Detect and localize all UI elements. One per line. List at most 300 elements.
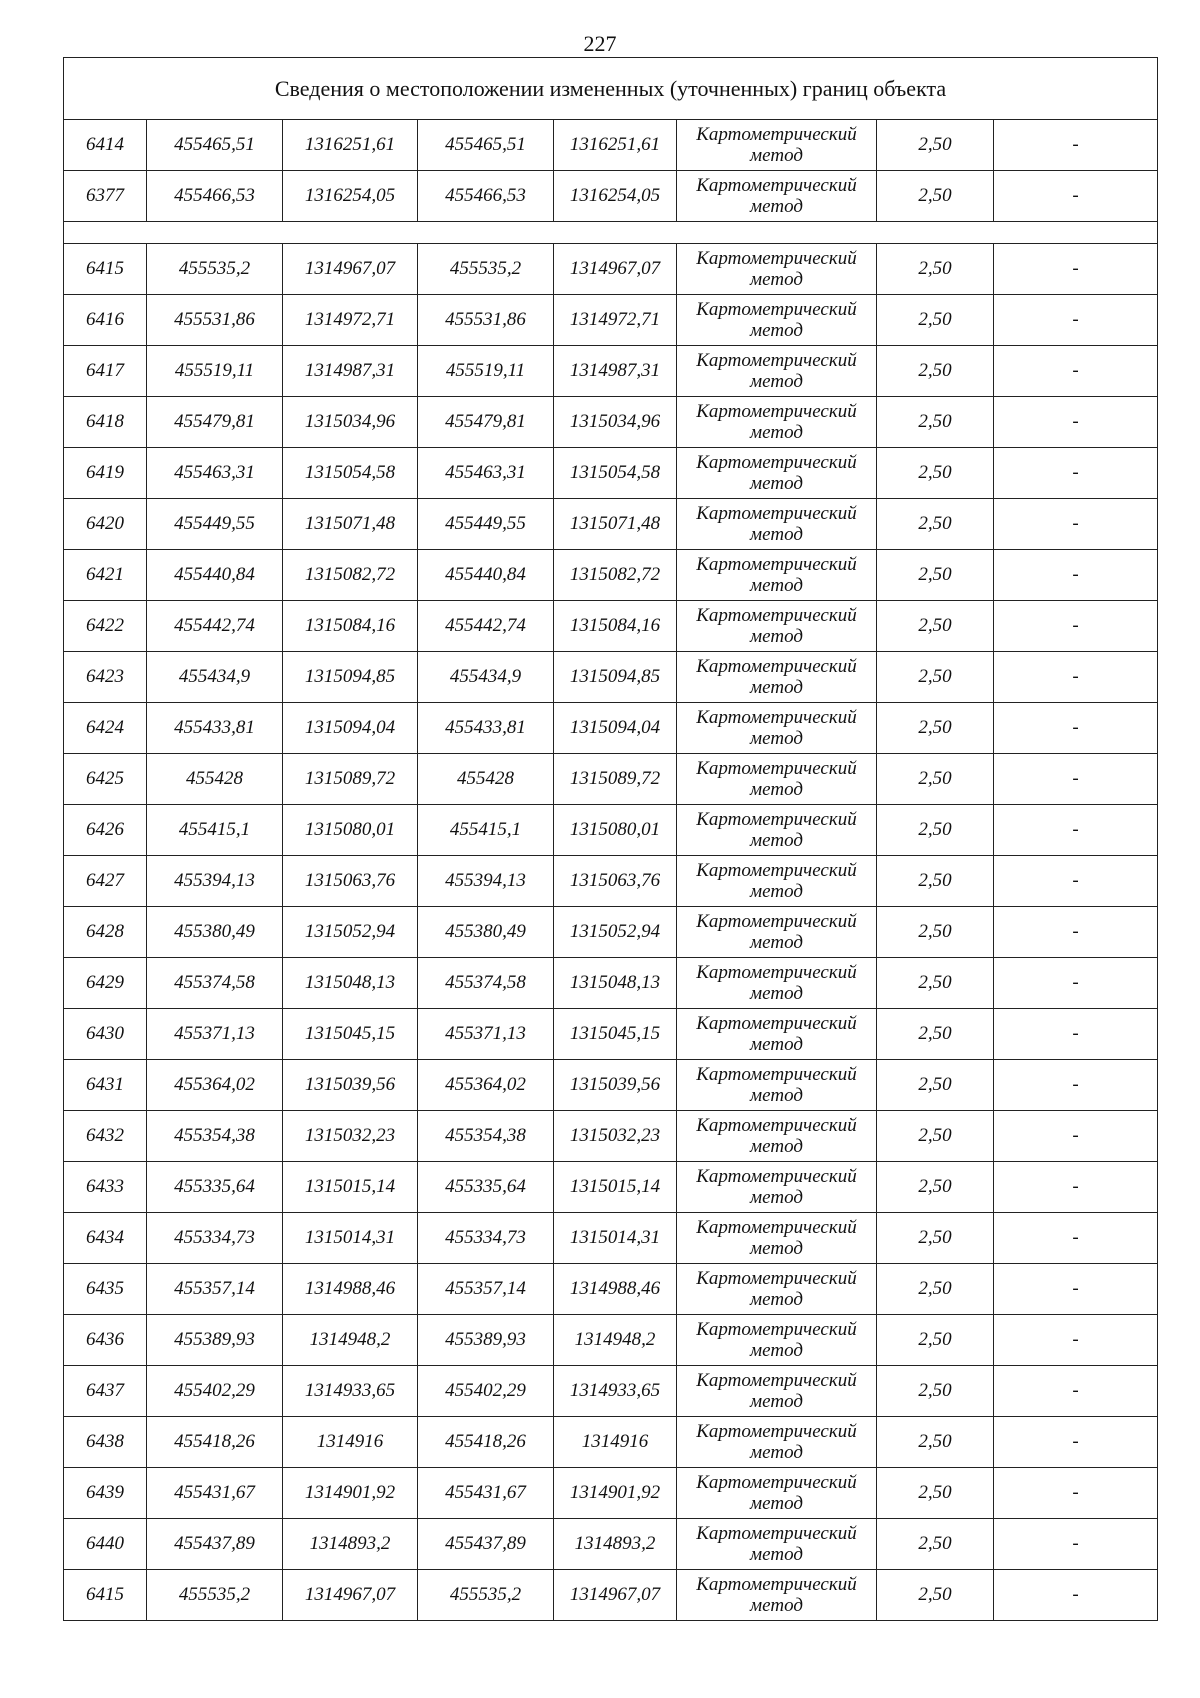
cell-method xyxy=(677,295,877,346)
cell-accuracy: 2,50 xyxy=(877,397,994,448)
cell-accuracy: 2,50 xyxy=(877,856,994,907)
cell-new-x: 455428 xyxy=(418,754,554,805)
cell-new-x: 455434,9 xyxy=(418,652,554,703)
cell-new-x: 455440,84 xyxy=(418,550,554,601)
cell-accuracy: 2,50 xyxy=(877,601,994,652)
cell-method xyxy=(677,1468,877,1519)
cell-accuracy: 2,50 xyxy=(877,295,994,346)
cell-point-number: 6435 xyxy=(64,1264,147,1315)
cell-accuracy: 2,50 xyxy=(877,1366,994,1417)
cell-point-number: 6440 xyxy=(64,1519,147,1570)
cell-old-x: 455449,55 xyxy=(147,499,283,550)
cell-description: - xyxy=(994,550,1158,601)
cell-old-y: 1315063,76 xyxy=(283,856,418,907)
cell-description: - xyxy=(994,1417,1158,1468)
method-line: метод xyxy=(750,932,803,953)
method-line: метод xyxy=(750,1034,803,1055)
method-line: метод xyxy=(750,422,803,443)
method-line: метод xyxy=(750,728,803,749)
cell-description: - xyxy=(994,499,1158,550)
cell-new-x: 455431,67 xyxy=(418,1468,554,1519)
method-line: Картометрический xyxy=(696,1166,857,1187)
cell-old-y: 1315014,31 xyxy=(283,1213,418,1264)
cell-accuracy: 2,50 xyxy=(877,1570,994,1621)
cell-point-number: 6431 xyxy=(64,1060,147,1111)
section-separator-row xyxy=(64,222,1158,244)
cell-description: - xyxy=(994,120,1158,171)
cell-old-x: 455463,31 xyxy=(147,448,283,499)
cell-accuracy: 2,50 xyxy=(877,1264,994,1315)
cell-point-number: 6430 xyxy=(64,1009,147,1060)
table-row xyxy=(64,295,1158,346)
cell-accuracy: 2,50 xyxy=(877,1162,994,1213)
cell-method xyxy=(677,1264,877,1315)
cell-description: - xyxy=(994,448,1158,499)
cell-old-y: 1314933,65 xyxy=(283,1366,418,1417)
cell-point-number: 6427 xyxy=(64,856,147,907)
cell-old-y: 1315045,15 xyxy=(283,1009,418,1060)
table-row xyxy=(64,1264,1158,1315)
method-line: метод xyxy=(750,371,803,392)
cell-old-x: 455466,53 xyxy=(147,171,283,222)
cell-description: - xyxy=(994,397,1158,448)
cell-new-y: 1314967,07 xyxy=(554,1570,677,1621)
cell-point-number: 6428 xyxy=(64,907,147,958)
cell-description: - xyxy=(994,1264,1158,1315)
cell-point-number: 6424 xyxy=(64,703,147,754)
cell-accuracy: 2,50 xyxy=(877,907,994,958)
cell-old-y: 1315080,01 xyxy=(283,805,418,856)
table-row xyxy=(64,1060,1158,1111)
cell-method xyxy=(677,1417,877,1468)
cell-old-x: 455465,51 xyxy=(147,120,283,171)
method-line: метод xyxy=(750,1391,803,1412)
cell-accuracy: 2,50 xyxy=(877,1111,994,1162)
table-row xyxy=(64,499,1158,550)
cell-accuracy: 2,50 xyxy=(877,754,994,805)
cell-new-x: 455371,13 xyxy=(418,1009,554,1060)
cell-accuracy: 2,50 xyxy=(877,805,994,856)
cell-accuracy: 2,50 xyxy=(877,171,994,222)
method-line: метод xyxy=(750,1544,803,1565)
cell-old-y: 1315015,14 xyxy=(283,1162,418,1213)
cell-description: - xyxy=(994,1315,1158,1366)
method-line: метод xyxy=(750,1187,803,1208)
cell-new-x: 455442,74 xyxy=(418,601,554,652)
cell-new-x: 455335,64 xyxy=(418,1162,554,1213)
method-line: Картометрический xyxy=(696,299,857,320)
cell-old-x: 455442,74 xyxy=(147,601,283,652)
cell-old-x: 455433,81 xyxy=(147,703,283,754)
cell-point-number: 6437 xyxy=(64,1366,147,1417)
cell-method xyxy=(677,1570,877,1621)
cell-new-x: 455437,89 xyxy=(418,1519,554,1570)
method-line: метод xyxy=(750,677,803,698)
cell-description: - xyxy=(994,652,1158,703)
cell-point-number: 6415 xyxy=(64,244,147,295)
cell-new-x: 455389,93 xyxy=(418,1315,554,1366)
cell-method xyxy=(677,652,877,703)
table-title: Сведения о местоположении измененных (уточненных) границ объекта xyxy=(64,58,1158,120)
cell-description: - xyxy=(994,1213,1158,1264)
cell-accuracy: 2,50 xyxy=(877,244,994,295)
cell-description: - xyxy=(994,703,1158,754)
method-line: метод xyxy=(750,830,803,851)
method-line: метод xyxy=(750,269,803,290)
cell-method xyxy=(677,120,877,171)
cell-old-y: 1315094,85 xyxy=(283,652,418,703)
cell-new-x: 455531,86 xyxy=(418,295,554,346)
cell-new-y: 1315014,31 xyxy=(554,1213,677,1264)
method-line: метод xyxy=(750,626,803,647)
method-line: Картометрический xyxy=(696,1421,857,1442)
cell-old-y: 1316254,05 xyxy=(283,171,418,222)
cell-new-y: 1315094,04 xyxy=(554,703,677,754)
cell-accuracy: 2,50 xyxy=(877,1213,994,1264)
method-line: метод xyxy=(750,1493,803,1514)
cell-description: - xyxy=(994,346,1158,397)
cell-old-y: 1315054,58 xyxy=(283,448,418,499)
cell-description: - xyxy=(994,805,1158,856)
cell-new-y: 1316254,05 xyxy=(554,171,677,222)
cell-point-number: 6439 xyxy=(64,1468,147,1519)
cell-accuracy: 2,50 xyxy=(877,499,994,550)
cell-description: - xyxy=(994,1162,1158,1213)
cell-method xyxy=(677,1060,877,1111)
method-line: метод xyxy=(750,196,803,217)
cell-point-number: 6429 xyxy=(64,958,147,1009)
cell-old-x: 455434,9 xyxy=(147,652,283,703)
method-line: метод xyxy=(750,145,803,166)
cell-new-y: 1315080,01 xyxy=(554,805,677,856)
cell-description: - xyxy=(994,1366,1158,1417)
cell-method xyxy=(677,244,877,295)
cell-old-x: 455431,67 xyxy=(147,1468,283,1519)
cell-new-y: 1314901,92 xyxy=(554,1468,677,1519)
cell-old-y: 1315039,56 xyxy=(283,1060,418,1111)
cell-description: - xyxy=(994,1111,1158,1162)
cell-old-y: 1314967,07 xyxy=(283,244,418,295)
cell-old-x: 455418,26 xyxy=(147,1417,283,1468)
cell-old-x: 455519,11 xyxy=(147,346,283,397)
cell-description: - xyxy=(994,958,1158,1009)
cell-description: - xyxy=(994,1519,1158,1570)
cell-old-y: 1315034,96 xyxy=(283,397,418,448)
method-line: Картометрический xyxy=(696,554,857,575)
method-line: метод xyxy=(750,320,803,341)
cell-accuracy: 2,50 xyxy=(877,1060,994,1111)
table-row xyxy=(64,1213,1158,1264)
cell-method xyxy=(677,601,877,652)
method-line: метод xyxy=(750,1289,803,1310)
cell-new-y: 1315063,76 xyxy=(554,856,677,907)
cell-point-number: 6432 xyxy=(64,1111,147,1162)
table-row xyxy=(64,703,1158,754)
method-line: Картометрический xyxy=(696,605,857,626)
cell-new-y: 1315052,94 xyxy=(554,907,677,958)
cell-old-y: 1315082,72 xyxy=(283,550,418,601)
cell-description: - xyxy=(994,601,1158,652)
table-row xyxy=(64,550,1158,601)
cell-description: - xyxy=(994,754,1158,805)
cell-description: - xyxy=(994,1570,1158,1621)
cell-method xyxy=(677,550,877,601)
cell-method xyxy=(677,754,877,805)
cell-new-y: 1314948,2 xyxy=(554,1315,677,1366)
cell-new-y: 1315071,48 xyxy=(554,499,677,550)
cell-old-y: 1315094,04 xyxy=(283,703,418,754)
cell-old-y: 1314967,07 xyxy=(283,1570,418,1621)
cell-point-number: 6419 xyxy=(64,448,147,499)
cell-new-x: 455535,2 xyxy=(418,1570,554,1621)
cell-description: - xyxy=(994,1009,1158,1060)
cell-description: - xyxy=(994,1468,1158,1519)
cell-new-x: 455357,14 xyxy=(418,1264,554,1315)
cell-old-y: 1315048,13 xyxy=(283,958,418,1009)
cell-point-number: 6377 xyxy=(64,171,147,222)
cell-new-y: 1315032,23 xyxy=(554,1111,677,1162)
table-row xyxy=(64,1111,1158,1162)
cell-old-y: 1314948,2 xyxy=(283,1315,418,1366)
cell-new-y: 1315034,96 xyxy=(554,397,677,448)
cell-old-x: 455535,2 xyxy=(147,1570,283,1621)
cell-new-x: 455402,29 xyxy=(418,1366,554,1417)
cell-old-x: 455371,13 xyxy=(147,1009,283,1060)
cell-point-number: 6438 xyxy=(64,1417,147,1468)
section-separator xyxy=(64,222,1158,244)
method-line: метод xyxy=(750,524,803,545)
cell-description: - xyxy=(994,171,1158,222)
method-line: Картометрический xyxy=(696,1574,857,1595)
cell-new-y: 1314933,65 xyxy=(554,1366,677,1417)
cell-new-y: 1316251,61 xyxy=(554,120,677,171)
table-row xyxy=(64,448,1158,499)
table-row xyxy=(64,1570,1158,1621)
cell-new-x: 455466,53 xyxy=(418,171,554,222)
cell-new-x: 455415,1 xyxy=(418,805,554,856)
cell-old-y: 1315032,23 xyxy=(283,1111,418,1162)
cell-new-y: 1315089,72 xyxy=(554,754,677,805)
method-line: метод xyxy=(750,779,803,800)
cell-method xyxy=(677,1162,877,1213)
cell-point-number: 6416 xyxy=(64,295,147,346)
cell-old-x: 455380,49 xyxy=(147,907,283,958)
cell-new-y: 1314967,07 xyxy=(554,244,677,295)
table-row xyxy=(64,1366,1158,1417)
cell-method xyxy=(677,1366,877,1417)
cell-point-number: 6434 xyxy=(64,1213,147,1264)
method-line: Картометрический xyxy=(696,1472,857,1493)
method-line: Картометрический xyxy=(696,1319,857,1340)
table-row xyxy=(64,856,1158,907)
cell-new-y: 1315084,16 xyxy=(554,601,677,652)
cell-old-y: 1314987,31 xyxy=(283,346,418,397)
table-row xyxy=(64,907,1158,958)
cell-old-x: 455535,2 xyxy=(147,244,283,295)
table-row xyxy=(64,601,1158,652)
cell-point-number: 6425 xyxy=(64,754,147,805)
cell-method xyxy=(677,1111,877,1162)
method-line: Картометрический xyxy=(696,1370,857,1391)
cell-new-y: 1315094,85 xyxy=(554,652,677,703)
cell-method xyxy=(677,907,877,958)
cell-old-x: 455364,02 xyxy=(147,1060,283,1111)
cell-accuracy: 2,50 xyxy=(877,1468,994,1519)
table-row xyxy=(64,958,1158,1009)
cell-method xyxy=(677,397,877,448)
cell-new-y: 1315082,72 xyxy=(554,550,677,601)
cell-method xyxy=(677,1009,877,1060)
table-row xyxy=(64,1468,1158,1519)
method-line: Картометрический xyxy=(696,758,857,779)
cell-new-x: 455374,58 xyxy=(418,958,554,1009)
method-line: Картометрический xyxy=(696,962,857,983)
cell-accuracy: 2,50 xyxy=(877,1417,994,1468)
table-row xyxy=(64,1162,1158,1213)
cell-description: - xyxy=(994,907,1158,958)
cell-new-x: 455519,11 xyxy=(418,346,554,397)
method-line: Картометрический xyxy=(696,175,857,196)
cell-old-x: 455415,1 xyxy=(147,805,283,856)
cell-method xyxy=(677,346,877,397)
cell-old-x: 455440,84 xyxy=(147,550,283,601)
cell-old-y: 1315084,16 xyxy=(283,601,418,652)
cell-new-x: 455394,13 xyxy=(418,856,554,907)
cell-new-x: 455334,73 xyxy=(418,1213,554,1264)
cell-old-y: 1315052,94 xyxy=(283,907,418,958)
method-line: Картометрический xyxy=(696,350,857,371)
table-row xyxy=(64,754,1158,805)
method-line: метод xyxy=(750,1238,803,1259)
cell-old-x: 455335,64 xyxy=(147,1162,283,1213)
method-line: метод xyxy=(750,1340,803,1361)
cell-new-y: 1314987,31 xyxy=(554,346,677,397)
table-row xyxy=(64,1009,1158,1060)
cell-new-y: 1315015,14 xyxy=(554,1162,677,1213)
method-line: Картометрический xyxy=(696,1268,857,1289)
cell-old-y: 1316251,61 xyxy=(283,120,418,171)
cell-new-y: 1314972,71 xyxy=(554,295,677,346)
cell-old-y: 1315071,48 xyxy=(283,499,418,550)
table-row xyxy=(64,1417,1158,1468)
cell-old-x: 455479,81 xyxy=(147,397,283,448)
cell-accuracy: 2,50 xyxy=(877,652,994,703)
cell-accuracy: 2,50 xyxy=(877,448,994,499)
cell-description: - xyxy=(994,295,1158,346)
method-line: Картометрический xyxy=(696,1064,857,1085)
method-line: Картометрический xyxy=(696,1523,857,1544)
cell-old-y: 1315089,72 xyxy=(283,754,418,805)
cell-old-x: 455354,38 xyxy=(147,1111,283,1162)
page-number: 227 xyxy=(583,31,617,56)
method-line: Картометрический xyxy=(696,809,857,830)
cell-accuracy: 2,50 xyxy=(877,703,994,754)
cell-new-y: 1315054,58 xyxy=(554,448,677,499)
cell-old-x: 455357,14 xyxy=(147,1264,283,1315)
cell-old-y: 1314893,2 xyxy=(283,1519,418,1570)
cell-accuracy: 2,50 xyxy=(877,550,994,601)
method-line: метод xyxy=(750,1442,803,1463)
cell-method xyxy=(677,448,877,499)
cell-method xyxy=(677,1519,877,1570)
cell-point-number: 6421 xyxy=(64,550,147,601)
cell-accuracy: 2,50 xyxy=(877,1315,994,1366)
method-line: Картометрический xyxy=(696,124,857,145)
method-line: метод xyxy=(750,1595,803,1616)
cell-new-x: 455463,31 xyxy=(418,448,554,499)
method-line: Картометрический xyxy=(696,1013,857,1034)
cell-method xyxy=(677,171,877,222)
cell-new-y: 1314988,46 xyxy=(554,1264,677,1315)
method-line: Картометрический xyxy=(696,1115,857,1136)
method-line: Картометрический xyxy=(696,911,857,932)
cell-old-x: 455437,89 xyxy=(147,1519,283,1570)
method-line: Картометрический xyxy=(696,860,857,881)
cell-new-y: 1314893,2 xyxy=(554,1519,677,1570)
cell-method xyxy=(677,1315,877,1366)
cell-new-y: 1315045,15 xyxy=(554,1009,677,1060)
method-line: Картометрический xyxy=(696,656,857,677)
cell-new-x: 455449,55 xyxy=(418,499,554,550)
cell-new-x: 455364,02 xyxy=(418,1060,554,1111)
table-row xyxy=(64,171,1158,222)
method-line: метод xyxy=(750,473,803,494)
cell-new-x: 455465,51 xyxy=(418,120,554,171)
cell-method xyxy=(677,703,877,754)
cell-accuracy: 2,50 xyxy=(877,346,994,397)
cell-new-x: 455380,49 xyxy=(418,907,554,958)
cell-accuracy: 2,50 xyxy=(877,1009,994,1060)
boundary-coordinates-table xyxy=(63,57,1158,1621)
cell-accuracy: 2,50 xyxy=(877,1519,994,1570)
cell-description: - xyxy=(994,856,1158,907)
cell-new-y: 1315048,13 xyxy=(554,958,677,1009)
cell-point-number: 6423 xyxy=(64,652,147,703)
method-line: Картометрический xyxy=(696,1217,857,1238)
cell-point-number: 6418 xyxy=(64,397,147,448)
cell-new-x: 455535,2 xyxy=(418,244,554,295)
method-line: Картометрический xyxy=(696,248,857,269)
cell-accuracy: 2,50 xyxy=(877,120,994,171)
method-line: Картометрический xyxy=(696,452,857,473)
cell-old-x: 455334,73 xyxy=(147,1213,283,1264)
table-row xyxy=(64,346,1158,397)
method-line: метод xyxy=(750,575,803,596)
method-line: метод xyxy=(750,1136,803,1157)
cell-old-x: 455531,86 xyxy=(147,295,283,346)
table-row xyxy=(64,397,1158,448)
table-title-row xyxy=(64,58,1158,120)
cell-point-number: 6436 xyxy=(64,1315,147,1366)
method-line: Картометрический xyxy=(696,707,857,728)
cell-old-y: 1314972,71 xyxy=(283,295,418,346)
cell-old-y: 1314988,46 xyxy=(283,1264,418,1315)
method-line: Картометрический xyxy=(696,401,857,422)
cell-point-number: 6415 xyxy=(64,1570,147,1621)
cell-old-x: 455428 xyxy=(147,754,283,805)
table-row xyxy=(64,805,1158,856)
cell-new-y: 1315039,56 xyxy=(554,1060,677,1111)
cell-accuracy: 2,50 xyxy=(877,958,994,1009)
cell-description: - xyxy=(994,244,1158,295)
table-row xyxy=(64,120,1158,171)
method-line: метод xyxy=(750,881,803,902)
cell-old-x: 455402,29 xyxy=(147,1366,283,1417)
cell-old-y: 1314916 xyxy=(283,1417,418,1468)
cell-new-x: 455354,38 xyxy=(418,1111,554,1162)
cell-point-number: 6414 xyxy=(64,120,147,171)
table-row xyxy=(64,1315,1158,1366)
